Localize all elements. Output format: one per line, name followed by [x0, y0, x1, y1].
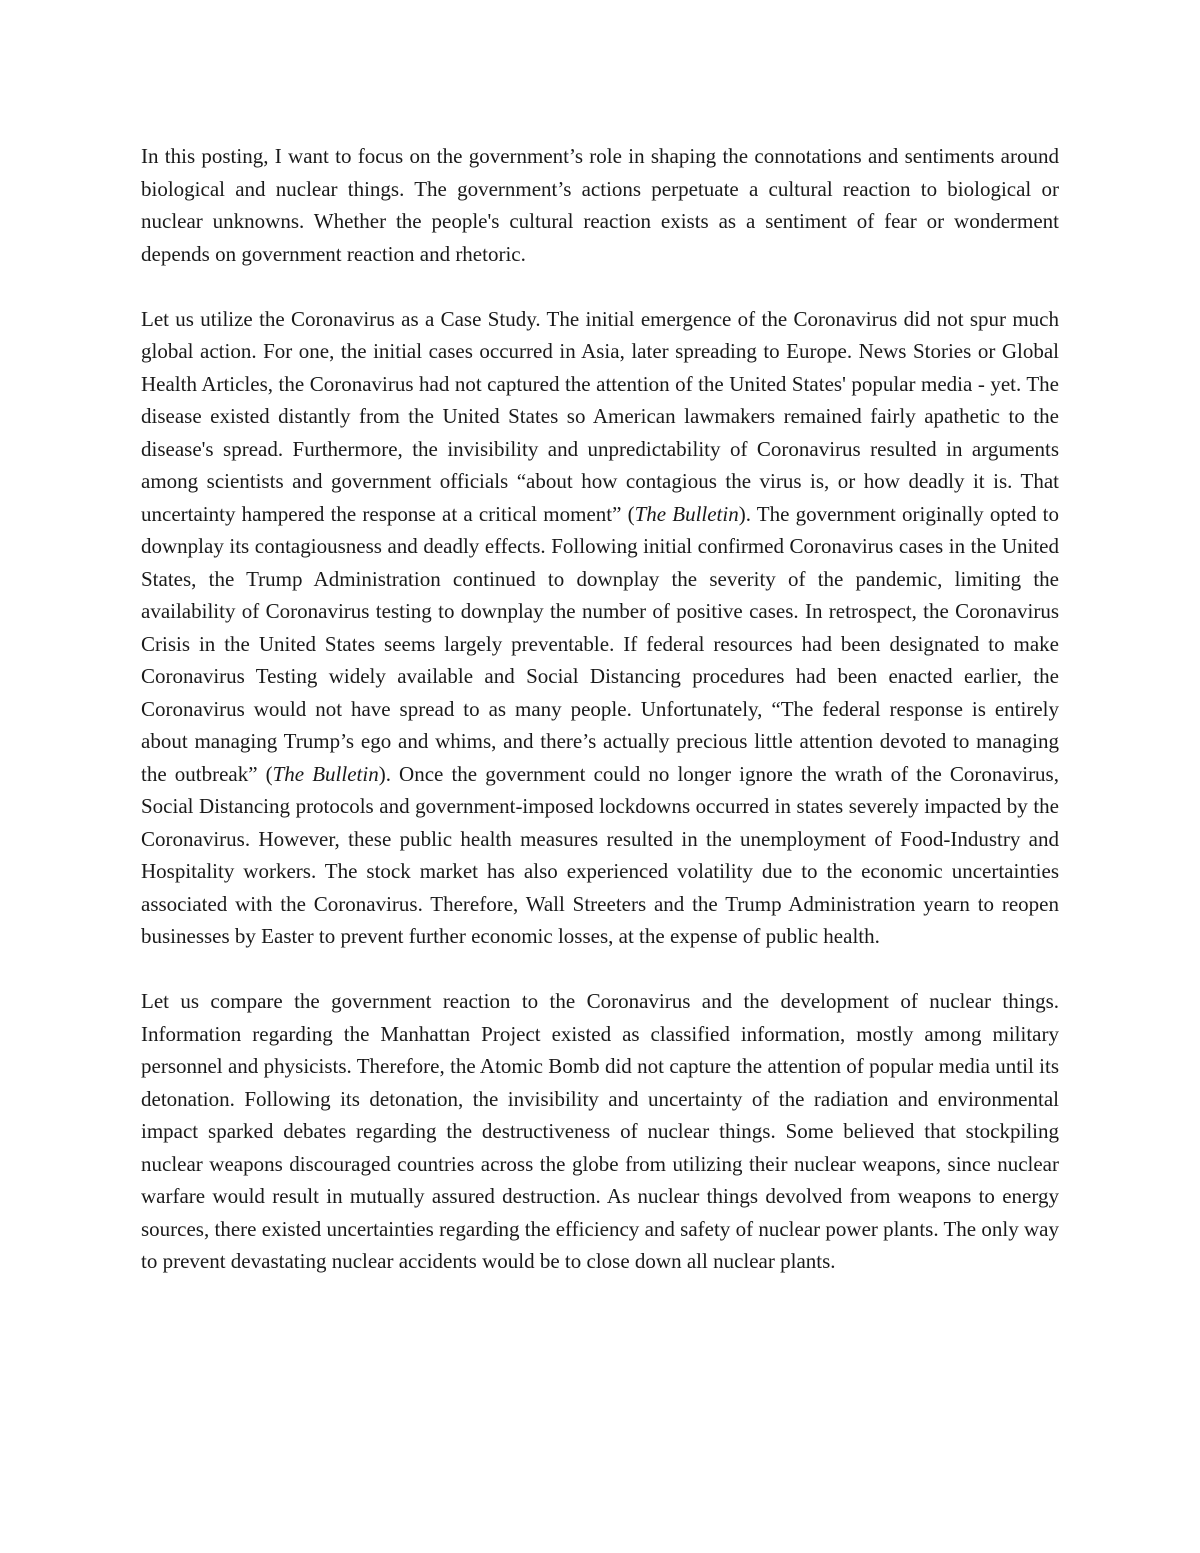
paragraph-text: Let us compare the government reaction to the Coronavirus and the development of nuclear things. Information regarding the Manhattan Project existed as classified information, mostly among military personnel and physicists. Therefore, the Atomic Bomb did not capture the attention of popular media until its detonation. Following its detonation, the invisibility and uncertainty of the radiation and environmental impact sparked debates regarding the destructiveness of nuclear things. Some believed that stockpiling nuclear weapons discouraged countries across the globe from utilizing their nuclear weapons, since nuclear warfare would result in mutually assured destruction. As nuclear things devolved from weapons to energy sources, there existed uncertainties regarding the efficiency and safety of nuclear power plants. The only way to prevent devastating nuclear accidents would be to close down all nuclear plants. [141, 989, 1059, 1273]
paragraph-coronavirus-case-study [141, 303, 1059, 953]
citation-title: The Bulletin [272, 761, 379, 786]
paragraph-text: Let us utilize the Coronavirus as a Case Study. The initial emergence of the Coronavirus did not spur much global action. For one, the initial cases occurred in Asia, later spreading to Europe. News Stories or Global Health Articles, the Coronavirus had not captured the attention of the United States' popular media - yet. The disease existed distantly from the United States so American lawmakers remained fairly apathetic to the disease's spread. Furthermore, the invisibility and unpredictability of Coronavirus resulted in arguments among scientists and government officials “about how contagious the virus is, or how deadly it is. That uncertainty hampered the response at a critical moment” ( [141, 306, 1059, 526]
paragraph-text: In this posting, I want to focus on the government’s role in shaping the connotations and sentiments around biological and nuclear things. The government’s actions perpetuate a cultural reaction to biological or nuclear unknowns. Whether the people's cultural reaction exists as a sentiment of fear or wonderment depends on government reaction and rhetoric. [141, 144, 1059, 266]
paragraph-text: ). Once the government could no longer ignore the wrath of the Coronavirus, Social Distancing protocols and government-imposed lockdowns occurred in states severely impacted by the Coronavirus. However, these public health measures resulted in the unemployment of Food-Industry and Hospitality workers. The stock market has also experienced volatility due to the economic uncertainties associated with the Coronavirus. Therefore, Wall Streeters and the Trump Administration yearn to reopen businesses by Easter to prevent further economic losses, at the expense of public health. [141, 761, 1059, 948]
document-body [141, 140, 1059, 1278]
paragraph-government-role [141, 140, 1059, 270]
citation-title: The Bulletin [634, 501, 739, 526]
paragraph-nuclear-comparison [141, 985, 1059, 1278]
paragraph-text: ). The government originally opted to downplay its contagiousness and deadly effects. Following initial confirmed Coronavirus cases in the United States, the Trump Administration continued to downplay the severity of the pandemic, limiting the availability of Coronavirus testing to downplay the number of positive cases. In retrospect, the Coronavirus Crisis in the United States seems largely preventable. If federal resources had been designated to make Coronavirus Testing widely available and Social Distancing procedures had been enacted earlier, the Coronavirus would not have spread to as many people. Unfortunately, “The federal response is entirely about managing Trump’s ego and whims, and there’s actually precious little attention devoted to managing the outbreak” ( [141, 501, 1059, 786]
